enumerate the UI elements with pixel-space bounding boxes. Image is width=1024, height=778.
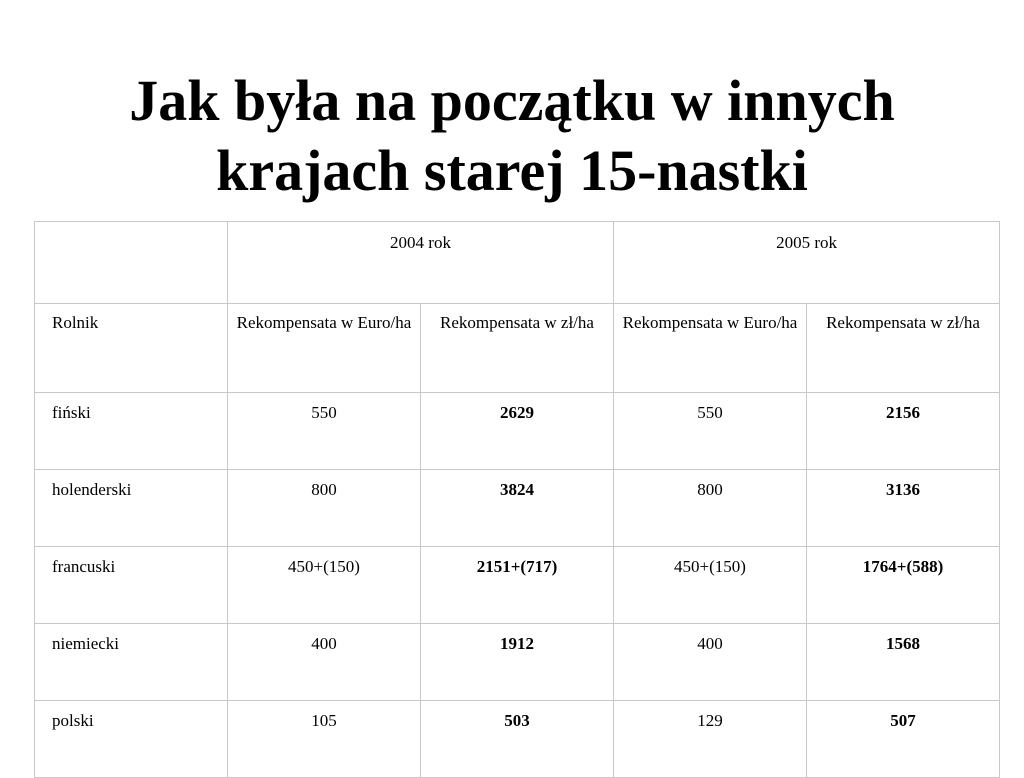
eur-2005-header xyxy=(614,304,807,393)
eur-2005-cell: 800 xyxy=(614,470,807,547)
column-header-row xyxy=(35,304,1000,393)
pln-2005-cell: 1764+(588) xyxy=(807,547,1000,624)
title-line-2: krajach starej 15-nastki xyxy=(216,138,808,203)
farmer-header-label: Rolnik xyxy=(52,313,99,332)
pln-2005-header xyxy=(807,304,1000,393)
eur-2004-cell: 105 xyxy=(228,701,421,778)
table-row xyxy=(35,393,1000,470)
eur-2004-cell: 800 xyxy=(228,470,421,547)
compensation-table xyxy=(34,221,1000,778)
farmer-cell: francuski xyxy=(35,547,228,624)
eur-2005-cell: 550 xyxy=(614,393,807,470)
year-2004-header xyxy=(228,222,614,304)
farmer-header xyxy=(35,304,228,393)
slide-title xyxy=(0,66,1024,206)
year-2005-header xyxy=(614,222,1000,304)
pln-2005-header-label: Rekompensata w zł/ha xyxy=(826,313,980,332)
farmer-cell: polski xyxy=(35,701,228,778)
eur-2005-header-label: Rekompensata w Euro/ha xyxy=(622,313,798,332)
pln-2004-header-label: Rekompensata w zł/ha xyxy=(440,313,594,332)
pln-2005-cell: 3136 xyxy=(807,470,1000,547)
eur-2004-header-label: Rekompensata w Euro/ha xyxy=(236,313,412,332)
table-row xyxy=(35,701,1000,778)
pln-2005-cell: 1568 xyxy=(807,624,1000,701)
pln-2005-cell: 2156 xyxy=(807,393,1000,470)
year-header-row xyxy=(35,222,1000,304)
year-2005-label: 2005 rok xyxy=(776,233,837,252)
table-row xyxy=(35,470,1000,547)
eur-2005-cell: 129 xyxy=(614,701,807,778)
pln-2005-cell: 507 xyxy=(807,701,1000,778)
year-2004-label: 2004 rok xyxy=(390,233,451,252)
pln-2004-cell: 1912 xyxy=(421,624,614,701)
farmer-cell: holenderski xyxy=(35,470,228,547)
title-line-1: Jak była na początku w innych xyxy=(129,68,895,133)
pln-2004-cell: 2629 xyxy=(421,393,614,470)
eur-2004-cell: 450+(150) xyxy=(228,547,421,624)
farmer-cell: fiński xyxy=(35,393,228,470)
eur-2004-cell: 550 xyxy=(228,393,421,470)
table-row xyxy=(35,624,1000,701)
farmer-cell: niemiecki xyxy=(35,624,228,701)
eur-2005-cell: 450+(150) xyxy=(614,547,807,624)
pln-2004-cell: 3824 xyxy=(421,470,614,547)
eur-2005-cell: 400 xyxy=(614,624,807,701)
table-row xyxy=(35,547,1000,624)
pln-2004-cell: 503 xyxy=(421,701,614,778)
pln-2004-cell: 2151+(717) xyxy=(421,547,614,624)
eur-2004-cell: 400 xyxy=(228,624,421,701)
eur-2004-header xyxy=(228,304,421,393)
empty-corner-cell xyxy=(35,222,228,304)
pln-2004-header xyxy=(421,304,614,393)
